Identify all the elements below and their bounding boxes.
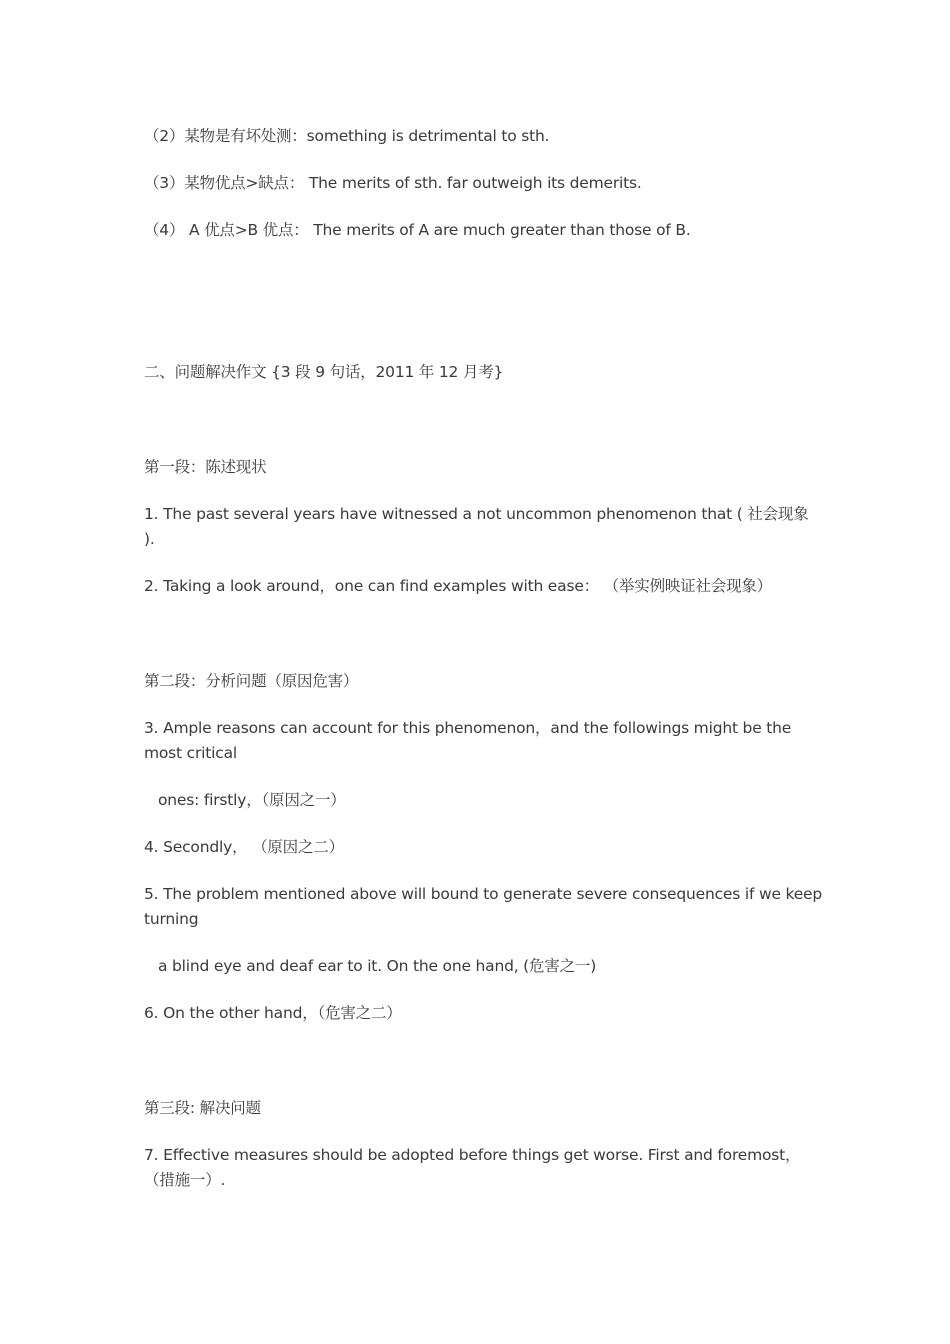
- sentence-3-line-3: ones: firstly，（原因之一）: [158, 791, 346, 809]
- sentence-5-line-1: 5. The problem mentioned above will bound to generate severe consequences if we keep: [144, 885, 823, 903]
- paragraph-two-heading: 第二段：分析问题（原因危害）: [144, 672, 359, 690]
- phrase-merits-outweigh: （3）某物优点>缺点： The merits of sth. far outweigh its demerits.: [144, 174, 642, 192]
- section-heading-problem-solving: 二、问题解决作文 {3 段 9 句话，2011 年 12 月考}: [144, 363, 504, 381]
- sentence-3-line-2: most critical: [144, 744, 237, 762]
- phrase-merits-greater: （4） A 优点>B 优点： The merits of A are much greater than those of B.: [144, 221, 691, 239]
- sentence-5-line-2: turning: [144, 910, 199, 928]
- sentence-2: 2. Taking a look around，one can find examples with ease： （举实例映证社会现象）: [144, 577, 772, 595]
- sentence-1-line-1: 1. The past several years have witnessed a not uncommon phenomenon that ( 社会现象: [144, 505, 809, 523]
- sentence-7-line-1: 7. Effective measures should be adopted before things get worse. First and foremost，: [144, 1146, 801, 1164]
- sentence-1-line-2: ).: [144, 530, 155, 548]
- sentence-6: 6. On the other hand，（危害之二）: [144, 1004, 402, 1022]
- sentence-5-line-3: a blind eye and deaf ear to it. On the one hand, (危害之一): [158, 957, 597, 975]
- paragraph-one-heading: 第一段：陈述现状: [144, 458, 267, 476]
- paragraph-three-heading: 第三段: 解决问题: [144, 1099, 261, 1117]
- phrase-detrimental: （2）某物是有坏处测：something is detrimental to sth.: [144, 127, 550, 145]
- sentence-3-line-1: 3. Ample reasons can account for this phenomenon，and the followings might be the: [144, 719, 792, 737]
- sentence-4: 4. Secondly， （原因之二）: [144, 838, 344, 856]
- sentence-7-line-2: （措施一）.: [144, 1171, 226, 1189]
